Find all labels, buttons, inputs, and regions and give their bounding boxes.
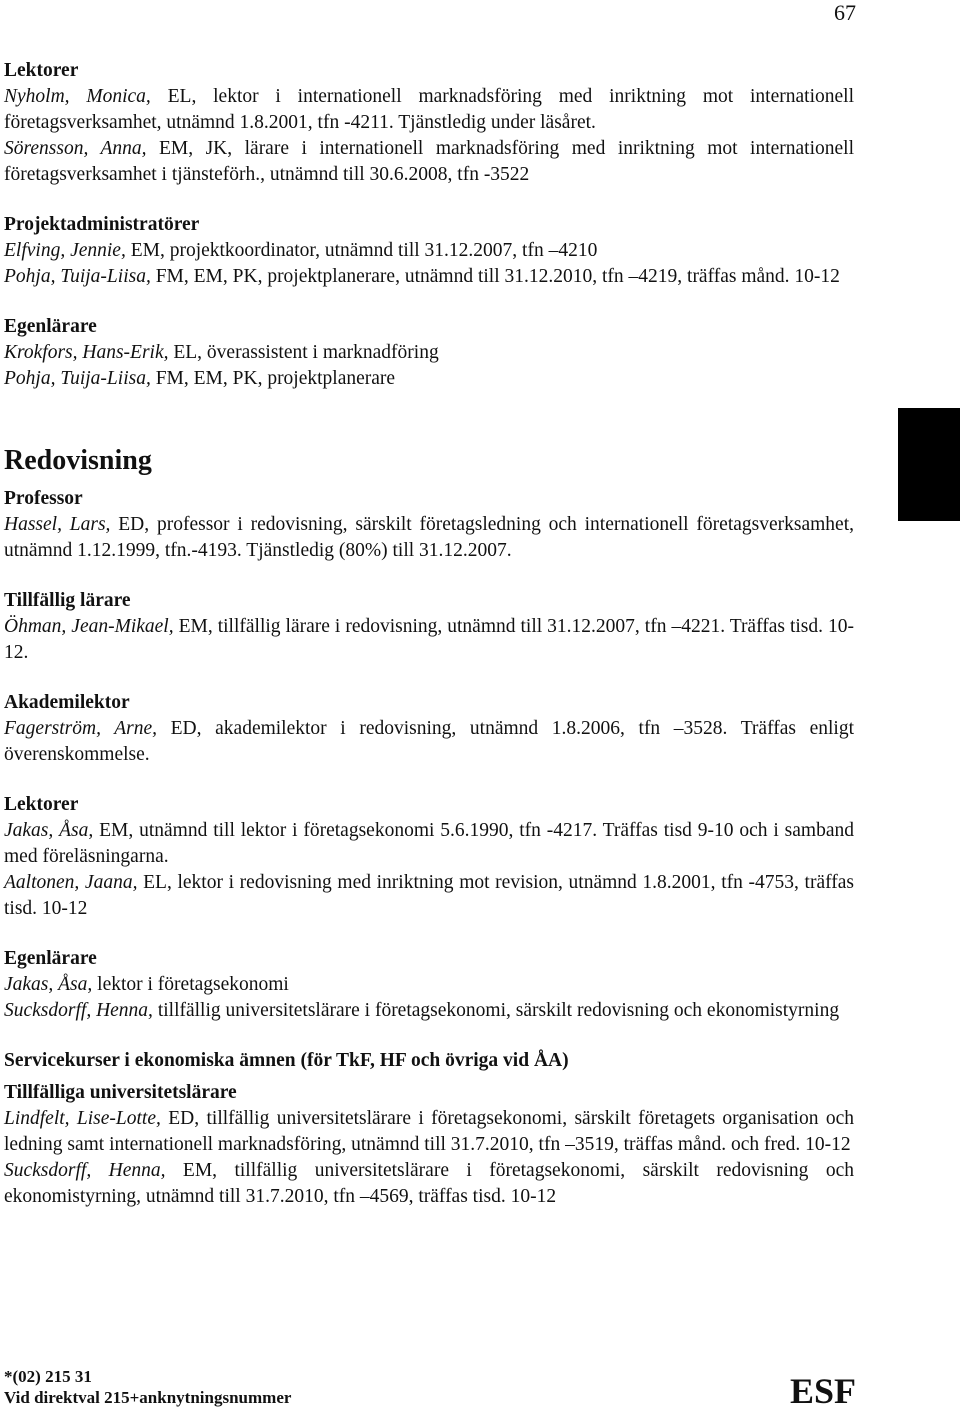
staff-entry	[4, 614, 854, 666]
service-sections	[4, 1080, 854, 1210]
section-heading: Akademilektor	[4, 692, 130, 713]
staff-details: EM, utnämnd till lektor i företagsekonomi 5.6.1990, tfn -4217. Träffas tisd 9-10 och i samband med föreläsningarna.	[4, 820, 854, 867]
staff-entry	[4, 972, 854, 998]
side-tab-marker	[898, 408, 960, 521]
staff-name: Lindfelt, Lise-Lotte,	[4, 1108, 161, 1129]
staff-section	[4, 792, 854, 922]
footer-logo: ESF	[789, 1371, 856, 1411]
section-heading: Egenlärare	[4, 316, 97, 337]
staff-details: ED, professor i redovisning, särskilt företagsledning och internationell företagsverksamhet, utnämnd 1.12.1999, tfn.-4193. Tjänstledig (80%) till 31.12.2007.	[4, 514, 854, 561]
staff-name: Krokfors, Hans-Erik,	[4, 342, 169, 363]
staff-entry	[4, 84, 854, 136]
staff-details: EL, överassistent i marknadföring	[168, 342, 439, 363]
staff-details: EM, tillfällig universitetslärare i företagsekonomi, särskilt redovisning och ekonomistyrning, utnämnd till 31.7.2010, tfn –4569, träffas tisd. 10-12	[4, 1160, 854, 1207]
staff-details: FM, EM, PK, projektplanerare, utnämnd till 31.12.2010, tfn –4219, träffas månd. 10-12	[150, 266, 840, 287]
section-heading: Egenlärare	[4, 948, 97, 969]
staff-name: Elfving, Jennie,	[4, 240, 126, 261]
staff-name: Öhman, Jean-Mikael,	[4, 616, 174, 637]
staff-name: Pohja, Tuija-Liisa,	[4, 266, 151, 287]
staff-details: tillfällig universitetslärare i företagsekonomi, särskilt redovisning och ekonomistyrning	[152, 1000, 840, 1021]
staff-details: lektor i företagsekonomi	[92, 974, 289, 995]
section-heading: Lektorer	[4, 60, 79, 81]
staff-name: Jakas, Åsa,	[4, 974, 93, 995]
staff-section	[4, 314, 854, 392]
page-number: 67	[834, 0, 856, 25]
staff-details: ED, akademilektor i redovisning, utnämnd 1.8.2006, tfn –3528. Träffas enligt överenskommelse.	[4, 718, 854, 765]
staff-entry	[4, 264, 854, 290]
section-title: Redovisning	[4, 445, 152, 476]
staff-entry	[4, 136, 854, 188]
staff-entry	[4, 366, 854, 392]
staff-entry	[4, 512, 854, 564]
staff-entry	[4, 998, 854, 1024]
section-heading: Tillfällig lärare	[4, 590, 131, 611]
staff-section	[4, 1080, 854, 1210]
page-content	[4, 58, 854, 1234]
staff-name: Hassel, Lars,	[4, 514, 111, 535]
staff-name: Nyholm, Monica,	[4, 86, 151, 107]
staff-entry	[4, 1106, 854, 1158]
staff-details: EM, tillfällig lärare i redovisning, utnämnd till 31.12.2007, tfn –4221. Träffas tisd. 10-12.	[4, 616, 855, 663]
staff-entry	[4, 340, 854, 366]
staff-details: EM, projektkoordinator, utnämnd till 31.12.2007, tfn –4210	[125, 240, 598, 261]
staff-name: Aaltonen, Jaana,	[4, 872, 138, 893]
staff-entry	[4, 716, 854, 768]
footer-direct-dial: Vid direktval 215+anknytningsnummer	[4, 1388, 292, 1407]
section-heading: Lektorer	[4, 794, 79, 815]
staff-name: Sörensson, Anna,	[4, 138, 147, 159]
staff-details: EM, JK, lärare i internationell marknadsföring med inriktning mot internationell företagsverksamhet i tjänsteförh., utnämnd till 30.6.2008, tfn -3522	[4, 138, 854, 185]
redovisning-sections	[4, 486, 854, 1024]
section-heading: Projektadministratörer	[4, 214, 200, 235]
staff-section	[4, 58, 854, 188]
staff-name: Jakas, Åsa,	[4, 820, 94, 841]
staff-section	[4, 588, 854, 666]
staff-details: EL, lektor i redovisning med inriktning mot revision, utnämnd 1.8.2001, tfn -4753, träffas tisd. 10-12	[4, 872, 854, 919]
staff-details: ED, tillfällig universitetslärare i företagsekonomi, särskilt företagets organisation och ledning samt internationell marknadsföring, utnämnd till 31.7.2010, tfn –3519, träffas månd. och fred. 10-12	[4, 1108, 854, 1155]
staff-section	[4, 690, 854, 768]
staff-name: Pohja, Tuija-Liisa,	[4, 368, 151, 389]
staff-details: FM, EM, PK, projektplanerare	[150, 368, 396, 389]
staff-section	[4, 946, 854, 1024]
staff-name: Fagerström, Arne,	[4, 718, 158, 739]
staff-entry	[4, 238, 854, 264]
staff-details: EL, lektor i internationell marknadsföring med inriktning mot internationell företagsverksamhet, utnämnd 1.8.2001, tfn -4211. Tjänstledig under läsåret.	[4, 86, 854, 133]
footer-phone: *(02) 215 31	[4, 1367, 92, 1386]
staff-entry	[4, 870, 854, 922]
staff-entry	[4, 1158, 854, 1210]
staff-section	[4, 212, 854, 290]
service-heading: Servicekurser i ekonomiska ämnen (för TkF, HF och övriga vid ÅA)	[4, 1050, 569, 1071]
section-heading: Tillfälliga universitetslärare	[4, 1082, 237, 1103]
staff-name: Sucksdorff, Henna,	[4, 1000, 153, 1021]
section-heading: Professor	[4, 488, 83, 509]
staff-entry	[4, 818, 854, 870]
footer-contact	[4, 1366, 291, 1408]
staff-name: Sucksdorff, Henna,	[4, 1160, 166, 1181]
staff-section	[4, 486, 854, 564]
top-sections	[4, 58, 854, 392]
